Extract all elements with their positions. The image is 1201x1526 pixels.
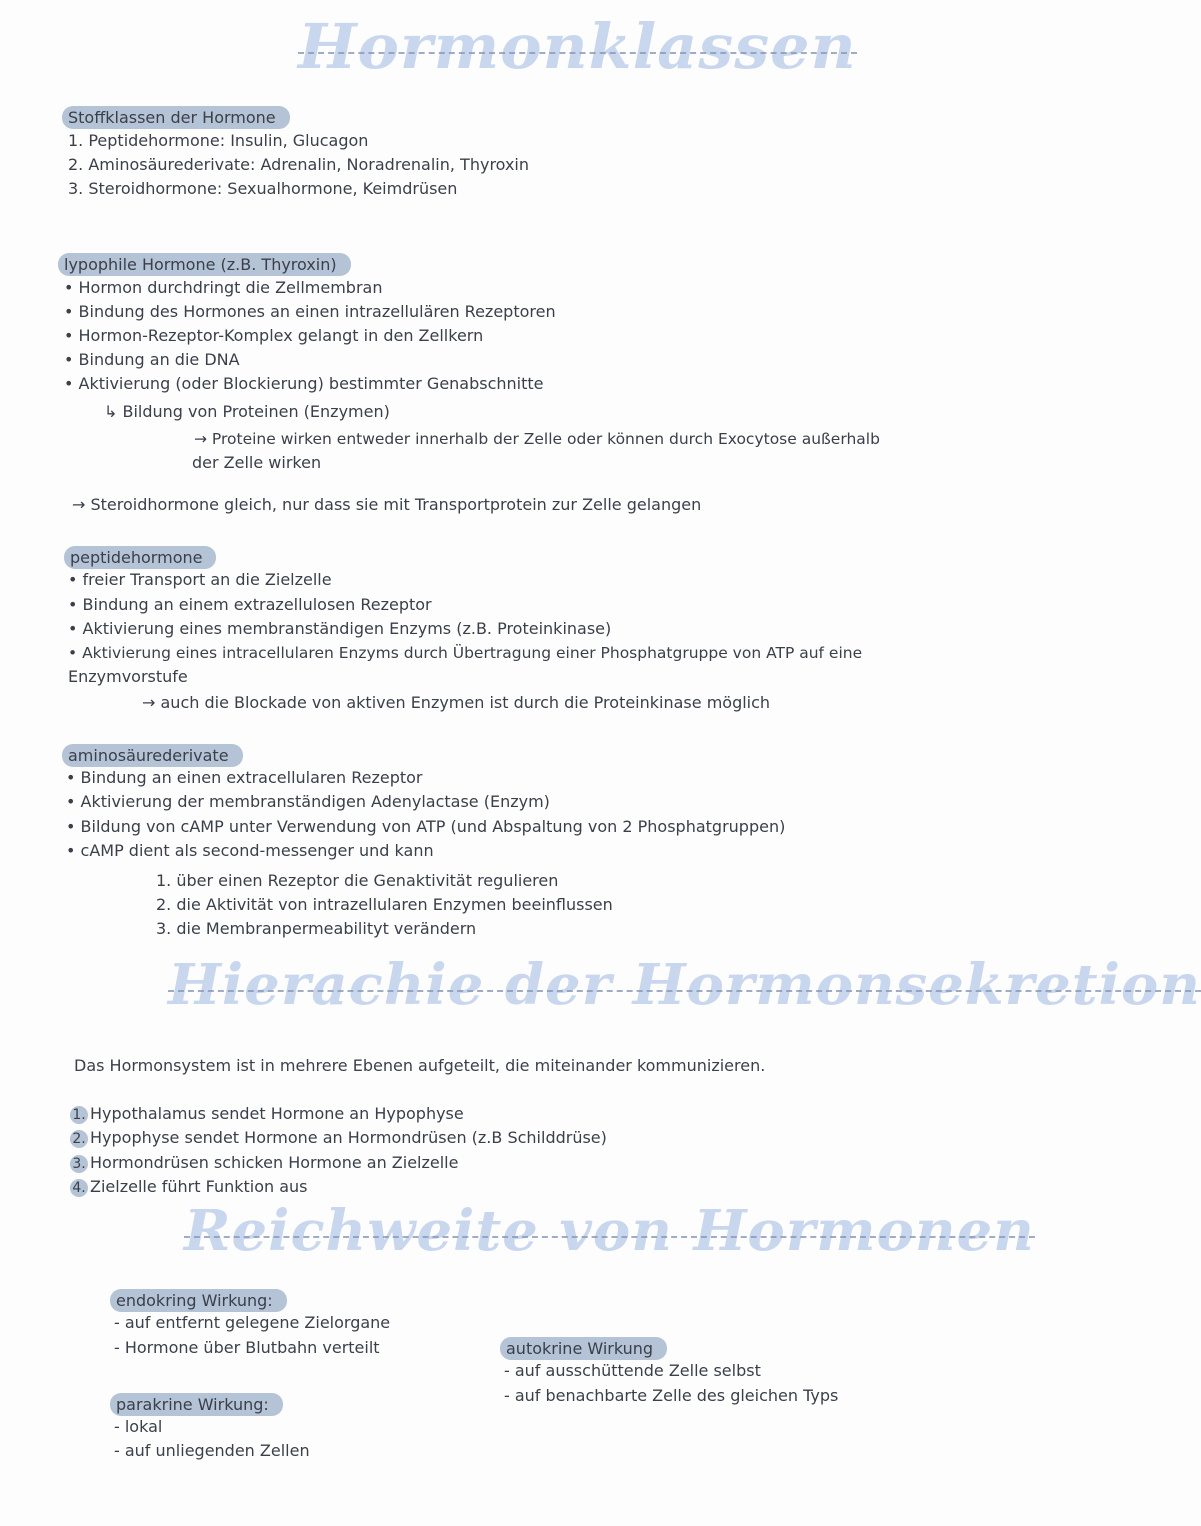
list-item: • Bindung an einen extracellularen Rezeptor: [66, 768, 423, 787]
title-underline: [184, 1236, 1035, 1240]
list-item: • Hormon-Rezeptor-Komplex gelangt in den Zellkern: [64, 326, 484, 345]
title-hierachie: [168, 952, 1201, 1018]
title-text: Reichweite von Hormonen: [184, 1198, 1035, 1264]
list-item: - auf ausschüttende Zelle selbst: [504, 1361, 761, 1380]
list-item: - lokal: [114, 1417, 163, 1436]
step-item: [70, 1176, 308, 1198]
list-item: 2. Aminosäurederivate: Adrenalin, Noradrenalin, Thyroxin: [68, 155, 530, 174]
step-text: Hypophyse sendet Hormone an Hormondrüsen (z.B Schilddrüse): [90, 1128, 607, 1147]
list-item: • freier Transport an die Zielzelle: [68, 570, 332, 589]
step-text: Zielzelle führt Funktion aus: [90, 1177, 308, 1196]
step-number: 2.: [70, 1130, 88, 1148]
step-item: [70, 1127, 607, 1149]
section-label-endokrin: endokring Wirkung:: [110, 1289, 287, 1312]
list-item: • Bindung an einem extrazellulosen Rezeptor: [68, 595, 432, 614]
list-item: - Hormone über Blutbahn verteilt: [114, 1338, 380, 1357]
sub-item: 2. die Aktivität von intrazellularen Enzymen beeinflussen: [156, 895, 613, 914]
step-number: 4.: [70, 1179, 88, 1197]
step-item: [70, 1152, 458, 1174]
title-underline: [168, 990, 1201, 994]
step-text: Hormondrüsen schicken Hormone an Zielzelle: [90, 1153, 459, 1172]
list-item: • Hormon durchdringt die Zellmembran: [64, 278, 383, 297]
list-item: - auf unliegenden Zellen: [114, 1441, 310, 1460]
sub-item: ↳ Bildung von Proteinen (Enzymen): [104, 402, 390, 421]
arrow-note-cont: der Zelle wirken: [192, 453, 322, 472]
list-item: Enzymvorstufe: [68, 667, 188, 686]
step-item: [70, 1103, 464, 1125]
arrow-note: → Proteine wirken entweder innerhalb der Zelle oder können durch Exocytose außerhalb: [194, 430, 880, 448]
title-reichweite: [184, 1198, 1035, 1264]
arrow-note: → Steroidhormone gleich, nur dass sie mit Transportprotein zur Zelle gelangen: [72, 495, 702, 514]
list-item: • Aktivierung der membranständigen Adenylactase (Enzym): [66, 792, 550, 811]
list-item: • Bildung von cAMP unter Verwendung von ATP (und Abspaltung von 2 Phosphatgruppen): [66, 817, 786, 836]
list-item: 3. Steroidhormone: Sexualhormone, Keimdrüsen: [68, 179, 458, 198]
list-item: • Bindung an die DNA: [64, 350, 240, 369]
section-label-amino: aminosäurederivate: [62, 744, 243, 767]
sub-item: 3. die Membranpermeabilityt verändern: [156, 919, 477, 938]
title-underline: [298, 52, 857, 56]
step-number: 1.: [70, 1106, 88, 1124]
section-label-peptide: peptidehormone: [64, 546, 216, 569]
title-text: Hierachie der Hormonsekretion: [168, 952, 1201, 1018]
section-label-parakrin: parakrine Wirkung:: [110, 1393, 283, 1416]
list-item: • Aktivierung eines intracellularen Enzyms durch Übertragung einer Phosphatgruppe von ATP auf eine: [68, 644, 863, 662]
title-text: Hormonklassen: [298, 10, 857, 83]
list-item: • cAMP dient als second-messenger und kann: [66, 841, 434, 860]
list-item: • Bindung des Hormones an einen intrazellulären Rezeptoren: [64, 302, 556, 321]
section-label-stoffklassen: Stoffklassen der Hormone: [62, 106, 290, 129]
step-text: Hypothalamus sendet Hormone an Hypophyse: [90, 1104, 464, 1123]
intro-text: Das Hormonsystem ist in mehrere Ebenen aufgeteilt, die miteinander kommunizieren.: [74, 1056, 766, 1075]
list-item: 1. Peptidehormone: Insulin, Glucagon: [68, 131, 369, 150]
step-number: 3.: [70, 1155, 88, 1173]
arrow-note: → auch die Blockade von aktiven Enzymen ist durch die Proteinkinase möglich: [142, 693, 771, 712]
sub-item: 1. über einen Rezeptor die Genaktivität regulieren: [156, 871, 559, 890]
section-label-lypophile: lypophile Hormone (z.B. Thyroxin): [58, 253, 351, 276]
section-label-autokrin: autokrine Wirkung: [500, 1337, 667, 1360]
list-item: • Aktivierung eines membranständigen Enzyms (z.B. Proteinkinase): [68, 619, 612, 638]
title-hormonklassen: [298, 10, 857, 83]
list-item: - auf entfernt gelegene Zielorgane: [114, 1313, 391, 1332]
list-item: - auf benachbarte Zelle des gleichen Typs: [504, 1386, 839, 1405]
list-item: • Aktivierung (oder Blockierung) bestimmter Genabschnitte: [64, 374, 544, 393]
